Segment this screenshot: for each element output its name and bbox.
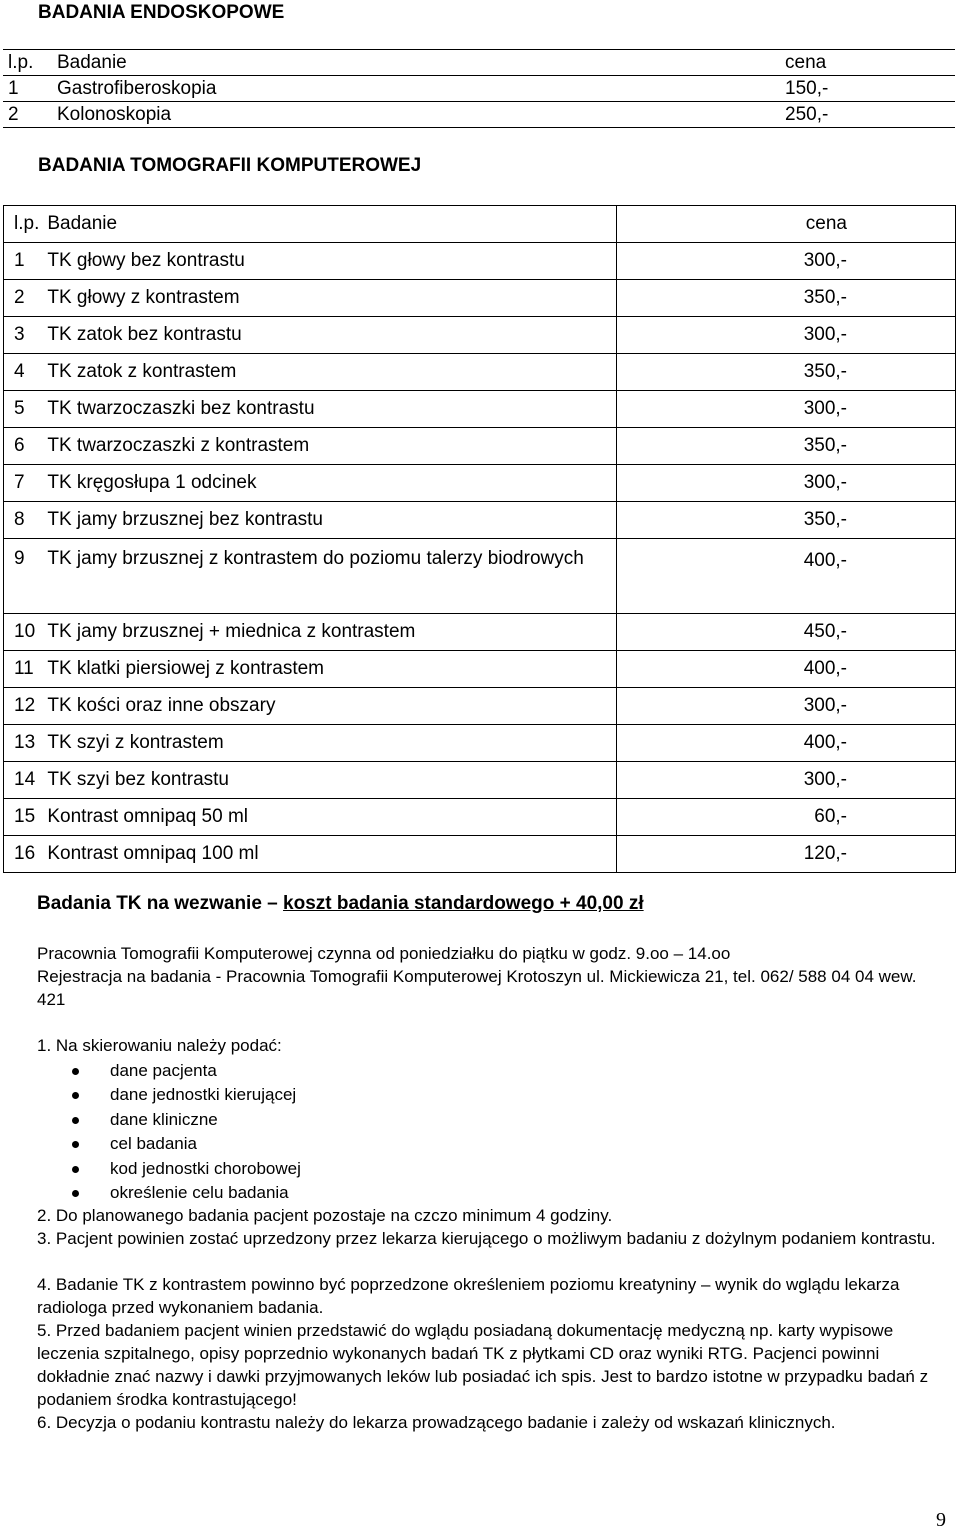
row-name: TK zatok bez kontrastu (39, 317, 617, 354)
row-name: TK szyi z kontrastem (39, 725, 617, 762)
row-price: 350,- (617, 428, 956, 465)
row-lp: 11 (4, 651, 40, 688)
row-lp: 12 (4, 688, 40, 725)
hours-text: Pracownia Tomografii Komputerowej czynna od poniedziałku do piątku w godz. 9.oo – 14.oo (37, 944, 731, 963)
row-price: 300,- (617, 243, 956, 280)
row-name: TK kręgosłupa 1 odcinek (39, 465, 617, 502)
instruction-4: 4. Badanie TK z kontrastem powinno być poprzedzone określeniem poziomu kreatyniny – wynik do wglądu lekarza radiologa przed wykonaniem badania. (37, 1275, 900, 1317)
table-row (4, 725, 956, 762)
instruction-5: 5. Przed badaniem pacjent winien przedstawić do wglądu posiadaną dokumentację medyczną np. karty wypisowe leczenia szpitalnego, opisy poprzednio wykonanych badań TK z płytkami CD oraz wyniki RTG. Pacjenci powinni dokładnie znać nazwy i dawki przyjmowanych leków lub posiadać ich spis. Jest to bardzo istotne w przypadku badań z podaniem środka kontrastującego! (37, 1321, 929, 1409)
row-price: 150,- (730, 76, 955, 102)
table-row (4, 799, 956, 836)
row-price: 300,- (617, 391, 956, 428)
row-lp: 13 (4, 725, 40, 762)
tomography-title: BADANIA TOMOGRAFII KOMPUTEROWEJ (38, 155, 422, 176)
bullet-icon (72, 1190, 79, 1197)
list-item (66, 1083, 301, 1107)
bullet-list (66, 1059, 301, 1205)
row-price: 350,- (617, 280, 956, 317)
list-item-text: cel badania (110, 1134, 197, 1154)
table-row (4, 280, 956, 317)
list-item-text: dane kliniczne (110, 1109, 218, 1129)
list-item (66, 1132, 301, 1156)
row-price: 120,- (617, 836, 956, 873)
row-lp: 5 (4, 391, 40, 428)
list-item-text: określenie celu badania (110, 1183, 289, 1203)
row-lp: 10 (4, 614, 40, 651)
row-name: TK głowy bez kontrastu (39, 243, 617, 280)
list-item (66, 1181, 301, 1205)
list-item-text: dane pacjenta (110, 1061, 217, 1080)
list-item-text: dane jednostki kierującej (110, 1085, 297, 1105)
row-price: 400,- (617, 651, 956, 688)
table-row (3, 102, 955, 128)
bullet-icon (72, 1068, 79, 1075)
row-name: TK jamy brzusznej z kontrastem do poziomu talerzy biodrowych (39, 539, 617, 614)
table-row (4, 614, 956, 651)
bullet-icon (72, 1166, 79, 1173)
row-name: TK twarzoczaszki z kontrastem (39, 428, 617, 465)
table-row (4, 762, 956, 799)
row-name: Kontrast omnipaq 50 ml (39, 799, 617, 836)
emergency-note: Badania TK na wezwanie – koszt badania standardowego + 40,00 zł (37, 893, 644, 914)
row-lp: 1 (4, 243, 40, 280)
table-row (3, 76, 955, 102)
instruction-2: 2. Do planowanego badania pacjent pozostaje na czczo minimum 4 godziny. (37, 1206, 613, 1225)
table-header-row (4, 206, 956, 243)
endoscopy-table (3, 49, 955, 128)
instruction-3: 3. Pacjent powinien zostać uprzedzony przez lekarza kierującego o możliwym badaniu z dożylnym podaniem kontrastu. (37, 1229, 936, 1248)
header-lp: l.p. (4, 206, 40, 243)
instruction-1: 1. Na skierowaniu należy podać: (37, 1036, 282, 1055)
row-price: 400,- (617, 725, 956, 762)
row-lp: 4 (4, 354, 40, 391)
table-row (4, 354, 956, 391)
row-lp: 15 (4, 799, 40, 836)
row-price: 450,- (617, 614, 956, 651)
table-row (4, 243, 956, 280)
row-name: TK zatok z kontrastem (39, 354, 617, 391)
table-row (4, 465, 956, 502)
table-row (4, 688, 956, 725)
row-lp: 8 (4, 502, 40, 539)
row-price: 300,- (617, 688, 956, 725)
registration-text: Rejestracja na badania - Pracownia Tomografii Komputerowej Krotoszyn ul. Mickiewicza 21, tel. 062/ 588 04 04 wew. 421 (37, 967, 917, 1009)
row-price: 300,- (617, 762, 956, 799)
row-price: 250,- (730, 102, 955, 128)
row-name: Kolonoskopia (52, 102, 685, 128)
header-name: Badanie (39, 206, 617, 243)
row-lp: 7 (4, 465, 40, 502)
emergency-note-part1: Badania TK na wezwanie (37, 893, 262, 914)
bullet-icon (72, 1092, 79, 1099)
emergency-note-part2: koszt badania standardowego + 40,00 zł (283, 893, 644, 914)
row-lp: 2 (4, 280, 40, 317)
row-lp: 2 (3, 102, 52, 128)
header-name: Badanie (52, 50, 685, 76)
table-row (4, 502, 956, 539)
row-lp: 1 (3, 76, 52, 102)
table-row (4, 391, 956, 428)
table-row (4, 317, 956, 354)
row-price: 300,- (617, 465, 956, 502)
row-price: 400,- (617, 539, 956, 614)
header-price: cena (730, 50, 955, 76)
row-name: TK głowy z kontrastem (39, 280, 617, 317)
header-price: cena (617, 206, 956, 243)
row-lp: 3 (4, 317, 40, 354)
tomography-table (3, 205, 956, 873)
bullet-icon (72, 1141, 79, 1148)
list-item (66, 1108, 301, 1132)
page-number: 9 (936, 1509, 946, 1531)
row-name: TK szyi bez kontrastu (39, 762, 617, 799)
list-item-text: kod jednostki chorobowej (110, 1158, 301, 1178)
list-item (66, 1157, 301, 1181)
row-price: 350,- (617, 502, 956, 539)
row-name: TK jamy brzusznej bez kontrastu (39, 502, 617, 539)
row-lp: 9 (4, 539, 40, 614)
row-lp: 6 (4, 428, 40, 465)
row-name: TK kości oraz inne obszary (39, 688, 617, 725)
row-lp: 16 (4, 836, 40, 873)
table-row (4, 651, 956, 688)
row-price: 350,- (617, 354, 956, 391)
table-row (4, 539, 956, 614)
row-price: 300,- (617, 317, 956, 354)
row-name: TK klatki piersiowej z kontrastem (39, 651, 617, 688)
row-name: TK twarzoczaszki bez kontrastu (39, 391, 617, 428)
table-row (4, 836, 956, 873)
row-lp: 14 (4, 762, 40, 799)
table-header-row (3, 50, 955, 76)
bullet-icon (72, 1117, 79, 1124)
instruction-6: 6. Decyzja o podaniu kontrastu należy do lekarza prowadzącego badanie i zależy od wskazań klinicznych. (37, 1413, 836, 1432)
row-name: Kontrast omnipaq 100 ml (39, 836, 617, 873)
endoscopy-title: BADANIA ENDOSKOPOWE (38, 2, 285, 23)
row-name: TK jamy brzusznej + miednica z kontrastem (39, 614, 617, 651)
table-row (4, 428, 956, 465)
row-price: 60,- (617, 799, 956, 836)
list-item (66, 1059, 301, 1083)
header-lp: l.p. (3, 50, 52, 76)
row-name: Gastrofiberoskopia (52, 76, 685, 102)
